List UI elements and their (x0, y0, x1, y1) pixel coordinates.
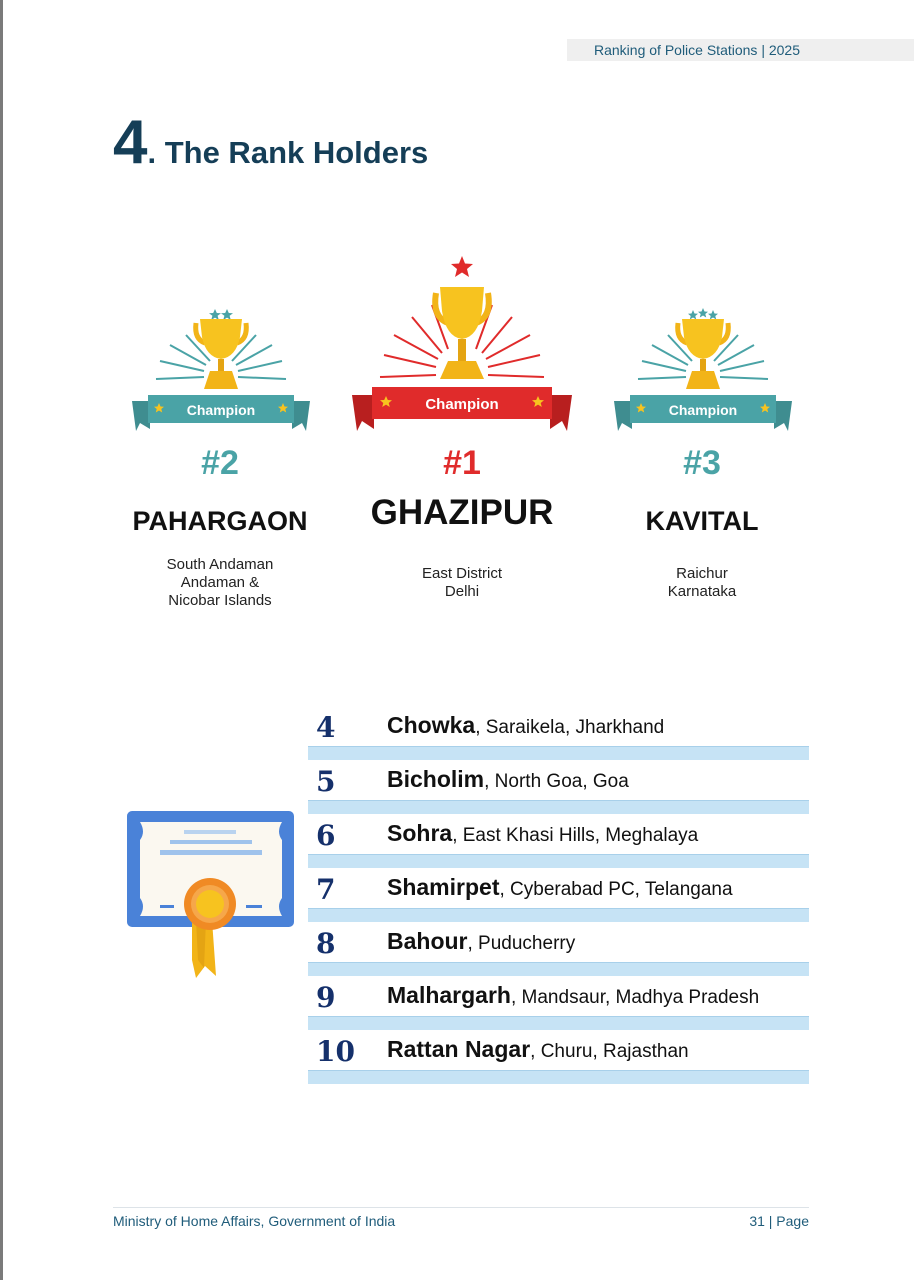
station-name: Shamirpet (387, 874, 500, 900)
ranking-row (308, 868, 809, 922)
ranking-row (308, 922, 809, 976)
station-name: Sohra (387, 820, 453, 846)
page-number: 31 | Page (749, 1213, 809, 1229)
ranking-number: 4 (316, 711, 336, 744)
ranking-row (308, 976, 809, 1030)
location-line: Delhi (444, 583, 480, 600)
station-name-2: PAHARGAON (132, 506, 308, 536)
location-line: Karnataka (667, 583, 737, 600)
ranking-number: 5 (316, 765, 336, 798)
station-location-1 (362, 565, 562, 601)
ranking-entry (387, 1036, 689, 1063)
ranking-entry (387, 766, 629, 793)
station-location-2 (120, 556, 320, 610)
star-icon (451, 256, 473, 277)
ribbon-tail-left (614, 401, 632, 431)
ranking-number: 7 (316, 873, 336, 906)
station-place: , Puducherry (467, 933, 576, 954)
station-place: , Mandsaur, Madhya Pradesh (510, 987, 760, 1008)
footer-divider (113, 1207, 809, 1208)
rank-2-label: #2 (201, 444, 239, 482)
station-name-3: KAVITAL (645, 506, 759, 536)
location-line: Raichur (676, 565, 728, 582)
location-line: Nicobar Islands (168, 592, 272, 609)
station-name: Malhargarh (387, 982, 511, 1008)
station-place: , Saraikela, Jharkhand (475, 717, 665, 738)
ribbon-label: Champion (425, 396, 499, 413)
ranking-row (308, 760, 809, 814)
station-name: Rattan Nagar (387, 1036, 531, 1062)
station-place: , Churu, Rajasthan (530, 1041, 689, 1062)
ribbon-label: Champion (668, 402, 738, 418)
trophy-icon (130, 305, 312, 433)
ranking-row (308, 814, 809, 868)
location-line: South Andaman (166, 556, 274, 573)
section-title (113, 108, 428, 178)
ranking-entry (387, 928, 575, 955)
ranking-entry (387, 712, 664, 739)
ribbon-tail-right (292, 401, 310, 431)
ranking-entry (387, 820, 698, 847)
ranking-number: 6 (316, 819, 336, 852)
ranking-entry (387, 982, 759, 1009)
station-place: , East Khasi Hills, Meghalaya (452, 825, 699, 846)
ranking-number: 10 (316, 1035, 355, 1068)
ranking-entry (387, 874, 733, 901)
row-divider (308, 1070, 809, 1084)
trophy-icon (612, 305, 794, 433)
page-border (0, 0, 3, 1280)
station-name: Bahour (387, 928, 468, 954)
section-number: 4 (113, 108, 148, 177)
footer-ministry: Ministry of Home Affairs, Government of India (113, 1213, 396, 1229)
ranking-number: 9 (316, 981, 336, 1014)
rankings-list (308, 706, 809, 1084)
rank-1-label: #1 (443, 444, 481, 482)
ranking-row (308, 706, 809, 760)
ribbon-tail-left (132, 401, 150, 431)
station-name: Chowka (387, 712, 476, 738)
station-name-1: GHAZIPUR (370, 493, 554, 532)
certificate-icon (126, 810, 296, 980)
station-place: , North Goa, Goa (484, 771, 629, 792)
ribbon-label: Champion (186, 402, 256, 418)
location-line: East District (421, 565, 502, 582)
row-divider (308, 1016, 809, 1030)
star-icon (209, 309, 233, 320)
row-divider (308, 908, 809, 922)
row-divider (308, 854, 809, 868)
ranking-row (308, 1030, 809, 1084)
row-divider (308, 746, 809, 760)
location-line: Andaman & (180, 574, 260, 591)
station-name: Bicholim (387, 766, 485, 792)
rank-3-label: #3 (683, 444, 721, 482)
ribbon-tail-right (550, 395, 572, 431)
row-divider (308, 962, 809, 976)
station-place: , Cyberabad PC, Telangana (499, 879, 733, 900)
ribbon-tail-right (774, 401, 792, 431)
header-title: Ranking of Police Stations | 2025 (594, 42, 800, 58)
ribbon-tail-left (352, 395, 374, 431)
star-icon (688, 308, 718, 320)
section-heading: . The Rank Holders (147, 135, 429, 170)
trophy-icon (350, 255, 574, 433)
station-location-3 (602, 565, 802, 601)
row-divider (308, 800, 809, 814)
ranking-number: 8 (316, 927, 336, 960)
